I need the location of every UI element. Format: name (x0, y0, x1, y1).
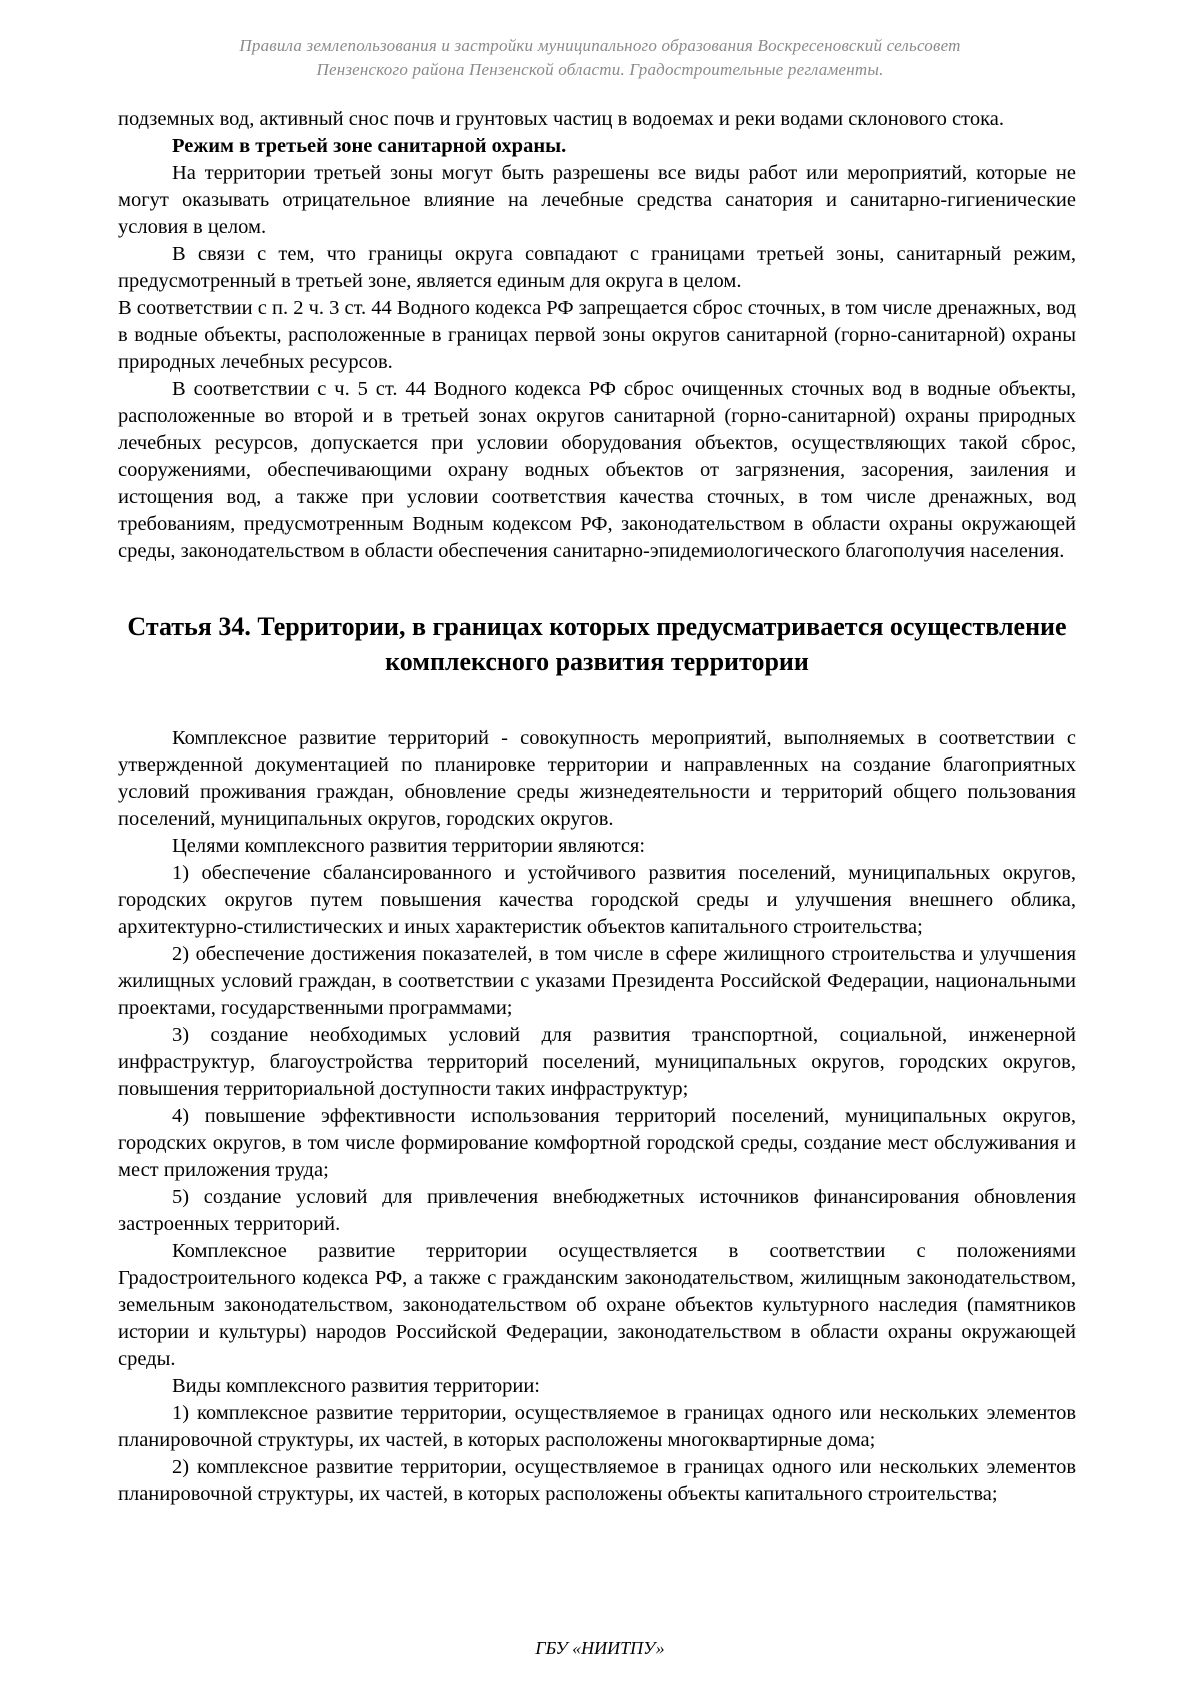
running-header-line-2: Пензенского района Пензенской области. Градостроительные регламенты. (316, 60, 884, 79)
document-body (118, 106, 1076, 1508)
list-item: 5) создание условий для привлечения внебюджетных источников финансирования обновления застроенных территорий. (118, 1186, 1076, 1235)
list-item: 1) комплексное развитие территории, осуществляемое в границах одного или нескольких элементов планировочной структуры, их частей, в которых расположены многоквартирные дома; (118, 1402, 1076, 1451)
list-item: 2) комплексное развитие территории, осуществляемое в границах одного или нескольких элементов планировочной структуры, их частей, в которых расположены объекты капитального строительства; (118, 1456, 1076, 1505)
list-item: 3) создание необходимых условий для развития транспортной, социальной, инженерной инфраструктур, благоустройства территорий поселений, муниципальных округов, городских округов, повышения территориальной доступности таких инфраструктур; (118, 1024, 1076, 1100)
paragraph: В связи с тем, что границы округа совпадают с границами третьей зоны, санитарный режим, предусмотренный в третьей зоне, является единым для округа в целом. (118, 243, 1076, 292)
running-header-line-1: Правила землепользования и застройки муниципального образования Воскресеновский сельсовет (239, 36, 961, 55)
paragraph: На территории третьей зоны могут быть разрешены все виды работ или мероприятий, которые не могут оказывать отрицательное влияние на лечебные средства санатория и санитарно-гигиенические условия в целом. (118, 162, 1076, 238)
paragraph: Виды комплексного развития территории: (172, 1375, 540, 1397)
list-item: 2) обеспечение достижения показателей, в том числе в сфере жилищного строительства и улучшения жилищных условий граждан, в соответствии с указами Президента Российской Федерации, национальными проектами, государственными программами; (118, 943, 1076, 1019)
article-title-line-1: Статья 34. Территории, в границах которых предусматривается осуществление (127, 612, 1067, 641)
paragraph-continued: подземных вод, активный снос почв и грунтовых частиц в водоемах и реки водами склонового стока. (118, 108, 1004, 130)
paragraph: Комплексное развитие территорий - совокупность мероприятий, выполняемых в соответствии с утвержденной документацией по планировке территории и направленных на создание благоприятных условий проживания граждан, обновление среды жизнедеятельности и территорий общего пользования поселений, муниципальных округов, городских округов. (118, 727, 1076, 830)
running-header (150, 34, 1050, 82)
list-item: 4) повышение эффективности использования территорий поселений, муниципальных округов, городских округов, в том числе формирование комфортной городской среды, создание мест обслуживания и мест приложения труда; (118, 1105, 1076, 1181)
section-subheading: Режим в третьей зоне санитарной охраны. (172, 135, 567, 157)
paragraph: Целями комплексного развития территории являются: (172, 835, 646, 857)
list-item: 1) обеспечение сбалансированного и устойчивого развития поселений, муниципальных округов, городских округов путем повышения качества городской среды и улучшения внешнего облика, архитектурно-стилистических и иных характеристик объектов капитального строительства; (118, 862, 1076, 938)
paragraph: В соответствии с п. 2 ч. 3 ст. 44 Водного кодекса РФ запрещается сброс сточных, в том числе дренажных, вод в водные объекты, расположенные в границах первой зоны округов санитарной (горно-санитарной) охраны природных лечебных ресурсов. (118, 297, 1076, 373)
page-footer: ГБУ «НИИТПУ» (535, 1638, 665, 1658)
article-title (118, 609, 1076, 679)
article-title-line-2: комплексного развития территории (385, 647, 809, 676)
paragraph: В соответствии с ч. 5 ст. 44 Водного кодекса РФ сброс очищенных сточных вод в водные объекты, расположенные во второй и в третьей зонах округов санитарной (горно-санитарной) охраны природных лечебных ресурсов, допускается при условии оборудования объектов, осуществляющих такой сброс, сооружениями, обеспечивающими охрану водных объектов от загрязнения, засорения, заиления и истощения вод, а также при условии соответствия качества сточных, в том числе дренажных, вод требованиям, предусмотренным Водным кодексом РФ, законодательством в области охраны окружающей среды, законодательством в области обеспечения санитарно-эпидемиологического благополучия населения. (118, 378, 1076, 562)
paragraph: Комплексное развитие территории осуществляется в соответствии с положениями Градостроительного кодекса РФ, а также с гражданским законодательством, жилищным законодательством, земельным законодательством, законодательством об охране объектов культурного наследия (памятников истории и культуры) народов Российской Федерации, законодательством в области охраны окружающей среды. (118, 1240, 1076, 1370)
